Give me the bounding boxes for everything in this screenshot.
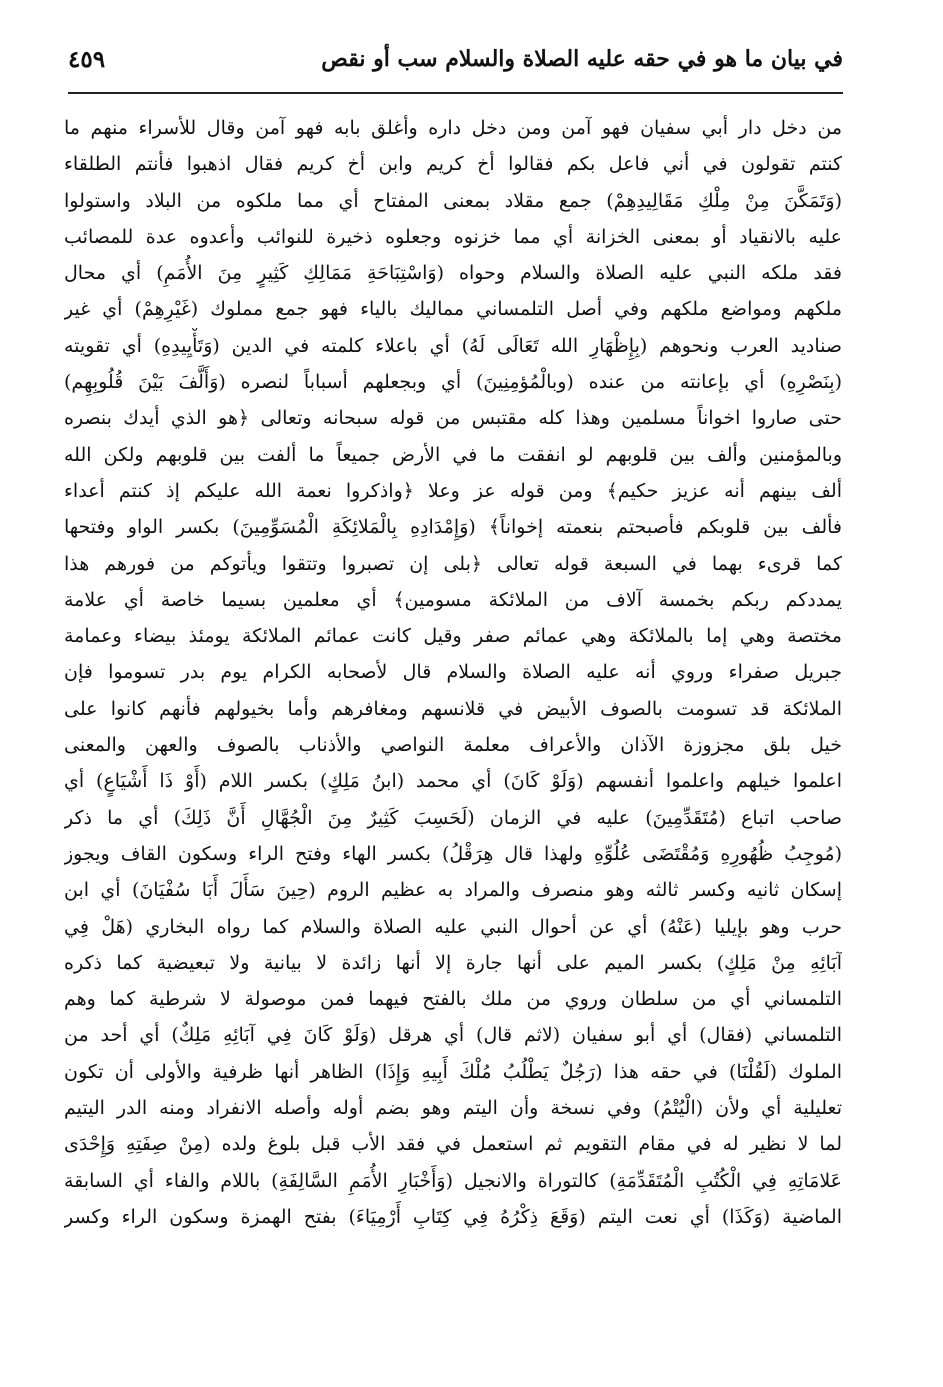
page-header xyxy=(62,40,843,88)
text-line: التلمساني أي من سلطان وروي من ملك بالفتح فيهما فمن موصولة لا شرطية كما وهم xyxy=(64,988,842,1011)
text-line: التلمساني (فقال) أي أبو سفيان (لاثم قال) أي هرقل (وَلَوْ كَانَ فِي آبَائِهِ مَلِكٌ) أي أحد من xyxy=(64,1024,842,1047)
text-line: فألف بين قلوبكم فأصبحتم بنعمته إخواناً﴾ (وَإِمْدَادِهِ بِالْمَلائِكَةِ الْمُسَوِّمِينَ) بكسر الواو وفتحها xyxy=(64,516,842,539)
text-line: الملوك (لَقُلْنَا) في حقه هذا (رَجُلٌ يَطْلُبُ مُلْكَ أَبِيهِ وَإِذَا) الظاهر أنها ظرفية والأولى أن تكون xyxy=(64,1060,842,1083)
text-line: (مُوجِبُ ظُهُورِهِ وَمُقْتَضَى عُلُوِّهِ ولهذا قال هِرَقْلُ) بكسر الهاء وفتح الراء وسكون القاف ويجوز xyxy=(64,842,842,865)
text-line: كنتم تقولون في أني فاعل بكم فقالوا أخ كريم وابن أخ كريم فقال اذهبوا فأنتم الطلقاء xyxy=(64,153,842,176)
text-line: لما لا نظير له في مقام التقويم ثم استعمل في فقد الأب قبل بلوغ ولده (مِنْ صِفَتِهِ وَإِحْدَى xyxy=(64,1133,842,1156)
text-line: صاحب اتباع (مُتَقَدِّمِينَ) عليه في الزمان (لَحَسِبَ كَثِيرٌ مِنَ الْجُهَّالِ أَنَّ ذَلِكَ) أي ما ذكر xyxy=(64,806,842,829)
text-line: الماضية (وَكَذَا) أي نعت اليتم (وَقَعَ ذِكْرُهُ فِي كِتَابِ أَرْمِيَاءَ) بفتح الهمزة وسكون الراء وكسر xyxy=(64,1205,842,1228)
text-line: مختصة وهي إما بالملائكة وهي عمائم صفر وقيل كانت عمائم الملائكة يومئذ بيضاء وعمامة xyxy=(64,625,842,648)
text-line: حرب وهو بإيليا (عَنْهُ) أي عن أحوال النبي عليه الصلاة والسلام كما رواه البخاري (هَلْ فِي xyxy=(64,915,842,938)
text-line: إسكان ثانيه وكسر ثالثه وهو منصرف والمراد به عظيم الروم (حِينَ سَأَلَ أَبَا سُفْيَانَ) أي ابن xyxy=(64,879,842,902)
text-line: (بِنَصْرِهِ) أي بإعانته من عنده (وبالْمُؤمِنِينَ) أي وبجعلهم أسباباً لنصره (وَأَلَّفَ بَيْنَ قُلُوبِهِم) xyxy=(64,371,842,394)
text-line: من دخل دار أبي سفيان فهو آمن ومن دخل داره وأغلق بابه فهو آمن وقال للأسراء منهم ما xyxy=(64,117,842,139)
text-line: فقد ملكه النبي عليه الصلاة والسلام وحواه (وَاسْتِبَاحَةِ مَمَالِكِ كَثِيرٍ مِنَ الأُمَمِ) أي محال xyxy=(64,262,842,285)
text-line: اعلموا خيلهم واعلموا أنفسهم (وَلَوْ كَانَ) أي محمد (ابنُ مَلِكٍ) بكسر اللام (أَوْ ذَا أَشْيَاعٍ) أي xyxy=(64,770,842,793)
text-line: يمددكم ربكم بخمسة آلاف من الملائكة مسومين﴾ أي معلمين بسيما خاصة أي علامة xyxy=(64,588,842,611)
text-line: (وَتَمَكَّنَ مِنْ مِلْكِ مَقَالِيدِهِمْ) جمع مقلاد بمعنى المفتاح أي مما ملكوه من البلاد واستولوا xyxy=(64,189,842,212)
page-number: ٤٥٩ xyxy=(68,46,106,73)
text-line: خيل بلق مجزوزة الآذان والأعراف معلمة النواصي والأذناب بالصوف والعهن والمعنى xyxy=(64,734,842,757)
text-line: الملائكة قد تسومت بالصوف الأبيض في قلانسهم ومغافرهم وأما بخيولهم فأنهم كانوا على xyxy=(64,697,842,720)
text-line: عليه بالانقياد أو بمعنى الخزانة أي مما خزنوه وجعلوه ذخيرة للنوائب وأعدوه عدة للمصائب xyxy=(64,225,842,248)
text-line: ألف بينهم أنه عزيز حكيم﴾ ومن قوله عز وعلا ﴿واذكروا نعمة الله عليكم إذ كنتم أعداء xyxy=(64,479,842,502)
text-line: صناديد العرب ونحوهم (بِإِظْهَارِ الله تَعَالَى لَهُ) أي باعلاء كلمته في الدين (وَتَأْيِيدِهِ) أي تقويته xyxy=(64,334,842,357)
header-divider xyxy=(68,92,843,94)
text-line: وبالمؤمنين وألف بين قلوبهم لو انفقت ما في الأرض جميعاً ما ألفت بين قلوبهم ولكن الله xyxy=(64,443,842,466)
text-line: عَلامَاتِهِ فِي الْكُتُبِ الْمُتَقَدِّمَةِ) كالتوراة والانجيل (وَأَخْبَارِ الأُمَمِ السَّالِفَةِ) باللام والفاء أي السابقة xyxy=(64,1169,842,1192)
body-text xyxy=(64,110,842,1235)
text-line: حتى صاروا اخواناً مسلمين وهذا كله مقتبس من قوله سبحانه وتعالى ﴿هو الذي أيدك بنصره xyxy=(64,407,842,430)
text-line: تعليلية أي ولأن (الْيُتْمُ) وفي نسخة وأن اليتم وهو بضم أوله وأصله الانفراد ومنه الدر اليتيم xyxy=(64,1097,842,1120)
text-line: ملكهم ومواضع ملكهم وفي أصل التلمساني مماليك بالياء فهو جمع مملوك (غَيْرِهِمْ) أي غير xyxy=(64,298,842,321)
text-line: كما قرىء بهما في السبعة قوله تعالى ﴿بلى إن تصبروا وتتقوا ويأتوكم من فورهم هذا xyxy=(64,552,842,575)
running-title: في بيان ما هو في حقه عليه الصلاة والسلام سب أو نقص xyxy=(321,46,843,72)
text-line: جبريل صفراء وروي أنه عليه الصلاة والسلام قال لأصحابه الكرام يوم بدر تسوموا فإن xyxy=(64,661,842,684)
text-line: آبَائِهِ مِنْ مَلِكٍ) بكسر الميم على أنها جارة إلا أنها زائدة لا بيانية ولا تبعيضية كما ذكره xyxy=(64,951,842,974)
